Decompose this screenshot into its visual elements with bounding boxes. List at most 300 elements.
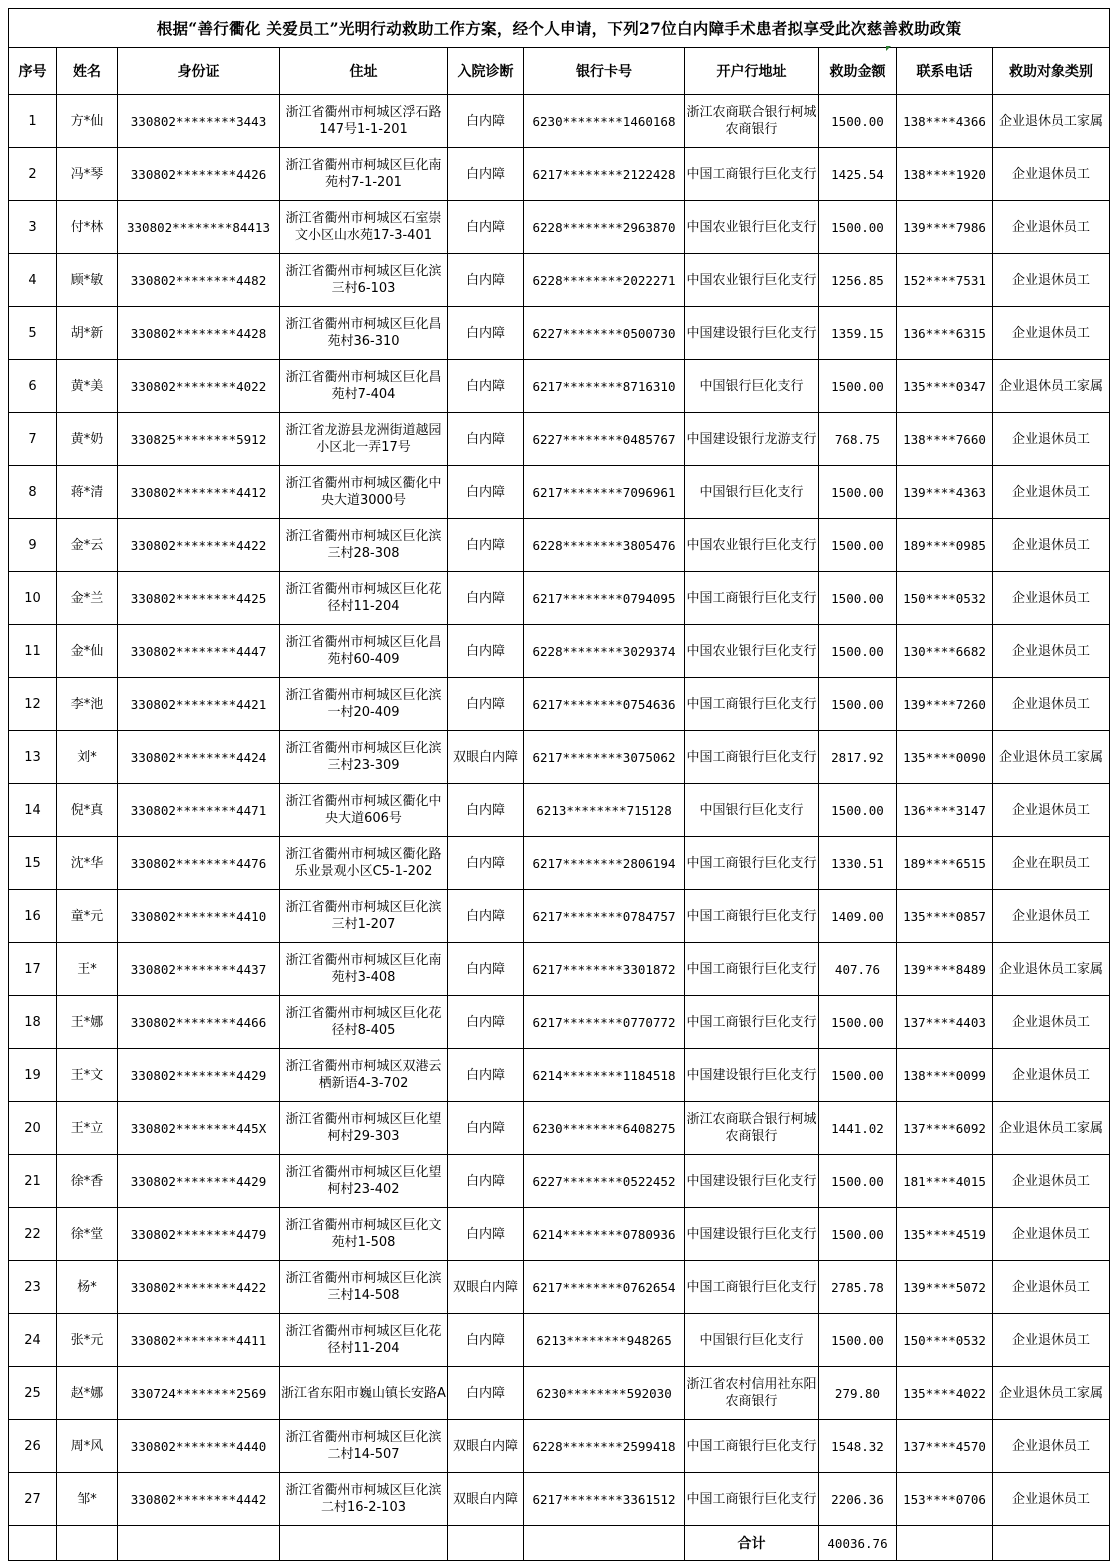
cell-address — [280, 466, 448, 519]
header-phone: 联系电话 — [897, 48, 993, 95]
cell-name: 顾*敏 — [57, 254, 118, 307]
total-empty-cell — [897, 1526, 993, 1561]
cell-name: 张*元 — [57, 1314, 118, 1367]
cell-address — [280, 784, 448, 837]
cell-id-card: 330802********4442 — [118, 1473, 280, 1526]
cell-name: 金*仙 — [57, 625, 118, 678]
header-row — [9, 48, 1110, 95]
total-empty-cell — [280, 1526, 448, 1561]
cell-amount: 1500.00 — [819, 1314, 897, 1367]
cell-bank — [685, 519, 819, 572]
cell-amount: 1256.85 — [819, 254, 897, 307]
cell-id-card: 330802********4421 — [118, 678, 280, 731]
cell-category: 企业退休员工 — [993, 678, 1110, 731]
cell-category: 企业退休员工 — [993, 413, 1110, 466]
cell-bank-text: 浙江农商联合银行柯城农商银行 — [686, 105, 817, 137]
cell-bank-text: 中国农业银行巨化支行 — [686, 219, 817, 235]
cell-seq: 17 — [9, 943, 57, 996]
cell-amount: 407.76 — [819, 943, 897, 996]
table-row — [9, 625, 1110, 678]
cell-address — [280, 1261, 448, 1314]
cell-amount: 1500.00 — [819, 360, 897, 413]
cell-amount: 1500.00 — [819, 996, 897, 1049]
cell-seq: 10 — [9, 572, 57, 625]
table-row — [9, 572, 1110, 625]
cell-bank-text: 中国建设银行巨化支行 — [686, 325, 817, 341]
cell-name: 杨* — [57, 1261, 118, 1314]
cell-name: 黄*美 — [57, 360, 118, 413]
cell-seq: 3 — [9, 201, 57, 254]
cell-bank-text: 浙江农商联合银行柯城农商银行 — [686, 1112, 817, 1144]
cell-diagnosis: 白内障 — [448, 837, 524, 890]
cell-amount: 1500.00 — [819, 95, 897, 148]
cell-address — [280, 360, 448, 413]
cell-name: 付*林 — [57, 201, 118, 254]
cell-amount: 1409.00 — [819, 890, 897, 943]
cell-card-no: 6217********0754636 — [524, 678, 685, 731]
cell-name: 邹* — [57, 1473, 118, 1526]
cell-category: 企业退休员工家属 — [993, 1102, 1110, 1155]
cell-bank-text: 中国工商银行巨化支行 — [686, 1491, 817, 1507]
cell-id-card: 330802********4466 — [118, 996, 280, 1049]
cell-phone: 138****0099 — [897, 1049, 993, 1102]
table-row — [9, 148, 1110, 201]
cell-diagnosis: 白内障 — [448, 413, 524, 466]
header-card-no: 银行卡号 — [524, 48, 685, 95]
cell-name: 沈*华 — [57, 837, 118, 890]
cell-bank-text: 中国工商银行巨化支行 — [686, 1014, 817, 1030]
cell-diagnosis: 白内障 — [448, 1314, 524, 1367]
cell-comment-marker — [886, 46, 891, 51]
cell-phone: 150****0532 — [897, 1314, 993, 1367]
cell-seq: 22 — [9, 1208, 57, 1261]
cell-bank-text: 中国农业银行巨化支行 — [686, 643, 817, 659]
cell-address-text: 浙江省衢州市柯城区巨化花径村11-204 — [285, 1324, 442, 1356]
sheet-title: 根据“善行衢化 关爱员工”光明行动救助工作方案，经个人申请，下列27位白内障手术患者拟享受此次慈善救助政策 — [9, 9, 1110, 48]
cell-id-card: 330802********4425 — [118, 572, 280, 625]
cell-category: 企业退休员工家属 — [993, 731, 1110, 784]
cell-diagnosis: 白内障 — [448, 996, 524, 1049]
cell-phone: 189****0985 — [897, 519, 993, 572]
cell-bank-text: 中国工商银行巨化支行 — [686, 855, 817, 871]
cell-name: 冯*琴 — [57, 148, 118, 201]
cell-card-no: 6230********6408275 — [524, 1102, 685, 1155]
cell-address — [280, 1367, 448, 1420]
cell-category: 企业退休员工家属 — [993, 1367, 1110, 1420]
cell-seq: 15 — [9, 837, 57, 890]
cell-amount: 1425.54 — [819, 148, 897, 201]
cell-address — [280, 1208, 448, 1261]
table-row — [9, 360, 1110, 413]
cell-id-card: 330802********4424 — [118, 731, 280, 784]
cell-address-text: 浙江省龙游县龙洲街道越园小区北一弄17号 — [285, 423, 442, 455]
cell-address — [280, 254, 448, 307]
cell-bank-text: 中国建设银行巨化支行 — [686, 1226, 817, 1242]
cell-card-no: 6217********8716310 — [524, 360, 685, 413]
table-row — [9, 307, 1110, 360]
cell-address — [280, 201, 448, 254]
cell-diagnosis: 白内障 — [448, 1367, 524, 1420]
total-value: 40036.76 — [819, 1526, 897, 1561]
cell-amount: 2206.36 — [819, 1473, 897, 1526]
cell-bank-text: 中国农业银行巨化支行 — [686, 272, 817, 288]
cell-phone: 138****7660 — [897, 413, 993, 466]
cell-address — [280, 678, 448, 731]
header-seq: 序号 — [9, 48, 57, 95]
cell-address — [280, 307, 448, 360]
total-empty-cell — [9, 1526, 57, 1561]
cell-address — [280, 1473, 448, 1526]
cell-seq: 8 — [9, 466, 57, 519]
cell-phone: 181****4015 — [897, 1155, 993, 1208]
cell-category: 企业退休员工 — [993, 1208, 1110, 1261]
cell-id-card: 330802********4422 — [118, 519, 280, 572]
cell-phone: 135****0857 — [897, 890, 993, 943]
cell-name: 方*仙 — [57, 95, 118, 148]
cell-name: 徐*堂 — [57, 1208, 118, 1261]
cell-bank — [685, 1420, 819, 1473]
cell-amount: 768.75 — [819, 413, 897, 466]
cell-bank — [685, 307, 819, 360]
cell-category: 企业退休员工 — [993, 519, 1110, 572]
total-empty-cell — [524, 1526, 685, 1561]
cell-card-no: 6217********0762654 — [524, 1261, 685, 1314]
cell-bank-text: 中国银行巨化支行 — [699, 802, 804, 818]
cell-seq: 26 — [9, 1420, 57, 1473]
cell-id-card: 330802********4437 — [118, 943, 280, 996]
cell-category: 企业退休员工 — [993, 996, 1110, 1049]
cell-bank-text: 中国银行巨化支行 — [699, 1332, 804, 1348]
total-empty-cell — [993, 1526, 1110, 1561]
cell-id-card: 330802********4429 — [118, 1155, 280, 1208]
cell-diagnosis: 白内障 — [448, 360, 524, 413]
cell-bank — [685, 678, 819, 731]
cell-phone: 139****4363 — [897, 466, 993, 519]
cell-bank — [685, 466, 819, 519]
cell-phone: 139****7260 — [897, 678, 993, 731]
table-row — [9, 1155, 1110, 1208]
cell-diagnosis: 白内障 — [448, 148, 524, 201]
cell-bank — [685, 572, 819, 625]
cell-address-text: 浙江省衢州市柯城区衢化路乐业景观小区C5-1-202 — [285, 847, 442, 879]
cell-amount: 1500.00 — [819, 466, 897, 519]
cell-address — [280, 731, 448, 784]
table-row — [9, 1314, 1110, 1367]
cell-id-card: 330802********4022 — [118, 360, 280, 413]
cell-address-text: 浙江省衢州市柯城区石室崇文小区山水苑17-3-401 — [285, 211, 442, 243]
cell-bank — [685, 201, 819, 254]
cell-phone: 139****8489 — [897, 943, 993, 996]
cell-amount: 1500.00 — [819, 784, 897, 837]
cell-id-card: 330802********4479 — [118, 1208, 280, 1261]
cell-category: 企业退休员工 — [993, 625, 1110, 678]
cell-phone: 138****1920 — [897, 148, 993, 201]
cell-amount: 1500.00 — [819, 1155, 897, 1208]
cell-address-text: 浙江省衢州市柯城区巨化南苑村3-408 — [285, 953, 442, 985]
cell-card-no: 6228********2963870 — [524, 201, 685, 254]
table-row — [9, 731, 1110, 784]
cell-category: 企业退休员工 — [993, 1155, 1110, 1208]
cell-bank — [685, 890, 819, 943]
cell-bank — [685, 1261, 819, 1314]
cell-bank-text: 浙江省农村信用社东阳农商银行 — [686, 1377, 817, 1409]
header-id-card: 身份证 — [118, 48, 280, 95]
cell-id-card: 330802********445X — [118, 1102, 280, 1155]
cell-diagnosis: 白内障 — [448, 625, 524, 678]
cell-phone: 130****6682 — [897, 625, 993, 678]
cell-phone: 153****0706 — [897, 1473, 993, 1526]
cell-bank — [685, 254, 819, 307]
cell-category: 企业退休员工 — [993, 1049, 1110, 1102]
cell-address-text: 浙江省衢州市柯城区巨化滨二村16-2-103 — [285, 1483, 442, 1515]
cell-id-card: 330802********4447 — [118, 625, 280, 678]
cell-amount: 279.80 — [819, 1367, 897, 1420]
total-row — [9, 1526, 1110, 1561]
cell-card-no: 6228********3029374 — [524, 625, 685, 678]
table-row — [9, 678, 1110, 731]
cell-address-text: 浙江省衢州市柯城区巨化南苑村7-1-201 — [285, 158, 442, 190]
cell-category: 企业退休员工 — [993, 148, 1110, 201]
cell-amount: 1500.00 — [819, 625, 897, 678]
cell-address-text: 浙江省衢州市柯城区巨化花径村8-405 — [285, 1006, 442, 1038]
table-row — [9, 466, 1110, 519]
cell-bank — [685, 1473, 819, 1526]
cell-name: 黄*奶 — [57, 413, 118, 466]
table-row — [9, 1420, 1110, 1473]
cell-address — [280, 519, 448, 572]
cell-bank-text: 中国建设银行巨化支行 — [686, 1067, 817, 1083]
cell-bank — [685, 1367, 819, 1420]
cell-seq: 1 — [9, 95, 57, 148]
title-row — [9, 9, 1110, 48]
cell-address — [280, 837, 448, 890]
cell-address — [280, 1314, 448, 1367]
cell-bank — [685, 413, 819, 466]
cell-id-card: 330724********2569 — [118, 1367, 280, 1420]
cell-amount: 1500.00 — [819, 1049, 897, 1102]
cell-seq: 6 — [9, 360, 57, 413]
cell-address-text: 浙江省衢州市柯城区巨化滨三村28-308 — [285, 529, 442, 561]
cell-diagnosis: 白内障 — [448, 1155, 524, 1208]
cell-diagnosis: 双眼白内障 — [448, 1473, 524, 1526]
cell-seq: 12 — [9, 678, 57, 731]
cell-diagnosis: 双眼白内障 — [448, 1420, 524, 1473]
cell-category: 企业退休员工 — [993, 254, 1110, 307]
cell-bank — [685, 1208, 819, 1261]
cell-id-card: 330802********4482 — [118, 254, 280, 307]
cell-address-text: 浙江省衢州市柯城区巨化望柯村29-303 — [285, 1112, 442, 1144]
cell-bank-text: 中国农业银行巨化支行 — [686, 537, 817, 553]
cell-bank-text: 中国工商银行巨化支行 — [686, 1438, 817, 1454]
cell-category: 企业退休员工 — [993, 890, 1110, 943]
cell-bank — [685, 95, 819, 148]
cell-amount: 1548.32 — [819, 1420, 897, 1473]
cell-diagnosis: 双眼白内障 — [448, 1261, 524, 1314]
cell-bank-text: 中国银行巨化支行 — [699, 378, 804, 394]
cell-category: 企业退休员工 — [993, 466, 1110, 519]
cell-card-no: 6217********0794095 — [524, 572, 685, 625]
cell-id-card: 330802********4410 — [118, 890, 280, 943]
cell-address — [280, 1155, 448, 1208]
cell-address — [280, 413, 448, 466]
cell-address-text: 浙江省衢州市柯城区巨化昌苑村36-310 — [285, 317, 442, 349]
cell-name: 王*娜 — [57, 996, 118, 1049]
table-row — [9, 95, 1110, 148]
cell-bank-text: 中国工商银行巨化支行 — [686, 749, 817, 765]
cell-address — [280, 890, 448, 943]
cell-diagnosis: 白内障 — [448, 1102, 524, 1155]
cell-seq: 27 — [9, 1473, 57, 1526]
cell-name: 刘* — [57, 731, 118, 784]
cell-address — [280, 943, 448, 996]
cell-card-no: 6228********2599418 — [524, 1420, 685, 1473]
cell-bank — [685, 148, 819, 201]
cell-name: 王*文 — [57, 1049, 118, 1102]
cell-bank — [685, 943, 819, 996]
table-row — [9, 1102, 1110, 1155]
cell-address-text: 浙江省衢州市柯城区衢化中央大道606号 — [285, 794, 442, 826]
cell-phone: 137****4403 — [897, 996, 993, 1049]
cell-seq: 18 — [9, 996, 57, 1049]
cell-address — [280, 95, 448, 148]
table-row — [9, 413, 1110, 466]
cell-card-no: 6227********0522452 — [524, 1155, 685, 1208]
cell-address-text: 浙江省东阳市巍山镇长安路A — [281, 1385, 446, 1401]
cell-id-card: 330802********4412 — [118, 466, 280, 519]
cell-card-no: 6228********3805476 — [524, 519, 685, 572]
cell-diagnosis: 白内障 — [448, 307, 524, 360]
cell-id-card: 330802********4411 — [118, 1314, 280, 1367]
cell-bank-text: 中国建设银行巨化支行 — [686, 1173, 817, 1189]
total-empty-cell — [57, 1526, 118, 1561]
cell-card-no: 6227********0485767 — [524, 413, 685, 466]
cell-amount: 1500.00 — [819, 519, 897, 572]
table-row — [9, 201, 1110, 254]
table-row — [9, 1261, 1110, 1314]
cell-name: 倪*真 — [57, 784, 118, 837]
cell-bank — [685, 837, 819, 890]
cell-address-text: 浙江省衢州市柯城区巨化滨三村23-309 — [285, 741, 442, 773]
cell-diagnosis: 双眼白内障 — [448, 731, 524, 784]
cell-bank — [685, 1102, 819, 1155]
cell-amount: 1500.00 — [819, 572, 897, 625]
cell-diagnosis: 白内障 — [448, 784, 524, 837]
cell-id-card: 330802********4428 — [118, 307, 280, 360]
cell-address-text: 浙江省衢州市柯城区巨化花径村11-204 — [285, 582, 442, 614]
cell-seq: 13 — [9, 731, 57, 784]
cell-bank-text: 中国银行巨化支行 — [699, 484, 804, 500]
cell-phone: 189****6515 — [897, 837, 993, 890]
cell-phone: 135****0090 — [897, 731, 993, 784]
header-diagnosis: 入院诊断 — [448, 48, 524, 95]
cell-address-text: 浙江省衢州市柯城区巨化滨一村20-409 — [285, 688, 442, 720]
cell-seq: 7 — [9, 413, 57, 466]
cell-address-text: 浙江省衢州市柯城区浮石路147号1-1-201 — [285, 105, 442, 137]
cell-name: 金*云 — [57, 519, 118, 572]
cell-name: 王* — [57, 943, 118, 996]
cell-address — [280, 1102, 448, 1155]
cell-name: 徐*香 — [57, 1155, 118, 1208]
cell-address-text: 浙江省衢州市柯城区巨化昌苑村60-409 — [285, 635, 442, 667]
cell-seq: 9 — [9, 519, 57, 572]
cell-card-no: 6217********0770772 — [524, 996, 685, 1049]
cell-id-card: 330802********4440 — [118, 1420, 280, 1473]
table-row — [9, 784, 1110, 837]
cell-seq: 4 — [9, 254, 57, 307]
cell-card-no: 6217********0784757 — [524, 890, 685, 943]
cell-name: 赵*娜 — [57, 1367, 118, 1420]
cell-name: 周*风 — [57, 1420, 118, 1473]
cell-name: 王*立 — [57, 1102, 118, 1155]
cell-bank — [685, 1049, 819, 1102]
cell-seq: 14 — [9, 784, 57, 837]
total-empty-cell — [118, 1526, 280, 1561]
table-row — [9, 254, 1110, 307]
cell-seq: 20 — [9, 1102, 57, 1155]
cell-seq: 25 — [9, 1367, 57, 1420]
table-row — [9, 996, 1110, 1049]
cell-address — [280, 625, 448, 678]
cell-id-card: 330802********4471 — [118, 784, 280, 837]
cell-phone: 135****4519 — [897, 1208, 993, 1261]
cell-bank-text: 中国工商银行巨化支行 — [686, 166, 817, 182]
cell-bank-text: 中国建设银行龙游支行 — [686, 431, 817, 447]
cell-amount: 1500.00 — [819, 678, 897, 731]
cell-seq: 5 — [9, 307, 57, 360]
cell-bank — [685, 360, 819, 413]
cell-bank — [685, 1314, 819, 1367]
cell-address — [280, 996, 448, 1049]
cell-address-text: 浙江省衢州市柯城区巨化望柯村23-402 — [285, 1165, 442, 1197]
cell-address — [280, 1420, 448, 1473]
cell-amount: 1500.00 — [819, 1208, 897, 1261]
cell-seq: 11 — [9, 625, 57, 678]
cell-card-no: 6217********3361512 — [524, 1473, 685, 1526]
header-address: 住址 — [280, 48, 448, 95]
cell-bank — [685, 1155, 819, 1208]
cell-phone: 136****6315 — [897, 307, 993, 360]
cell-amount: 1500.00 — [819, 201, 897, 254]
cell-name: 李*池 — [57, 678, 118, 731]
cell-category: 企业退休员工家属 — [993, 360, 1110, 413]
cell-bank-text: 中国工商银行巨化支行 — [686, 696, 817, 712]
total-label: 合计 — [685, 1526, 819, 1561]
cell-card-no: 6217********7096961 — [524, 466, 685, 519]
cell-bank — [685, 996, 819, 1049]
cell-address-text: 浙江省衢州市柯城区巨化文苑村1-508 — [285, 1218, 442, 1250]
cell-phone: 135****0347 — [897, 360, 993, 413]
total-empty-cell — [448, 1526, 524, 1561]
cell-name: 童*元 — [57, 890, 118, 943]
cell-seq: 16 — [9, 890, 57, 943]
table-row — [9, 1208, 1110, 1261]
cell-id-card: 330802********4422 — [118, 1261, 280, 1314]
cell-category: 企业退休员工家属 — [993, 943, 1110, 996]
cell-name: 金*兰 — [57, 572, 118, 625]
cell-address-text: 浙江省衢州市柯城区巨化昌苑村7-404 — [285, 370, 442, 402]
cell-diagnosis: 白内障 — [448, 890, 524, 943]
cell-amount: 1359.15 — [819, 307, 897, 360]
cell-name: 胡*新 — [57, 307, 118, 360]
cell-diagnosis: 白内障 — [448, 1049, 524, 1102]
table-row — [9, 1049, 1110, 1102]
cell-diagnosis: 白内障 — [448, 519, 524, 572]
cell-bank-text: 中国工商银行巨化支行 — [686, 1279, 817, 1295]
cell-category: 企业退休员工 — [993, 201, 1110, 254]
cell-address-text: 浙江省衢州市柯城区衢化中央大道3000号 — [285, 476, 442, 508]
cell-address-text: 浙江省衢州市柯城区巨化滨三村1-207 — [285, 900, 442, 932]
cell-name: 蒋*清 — [57, 466, 118, 519]
